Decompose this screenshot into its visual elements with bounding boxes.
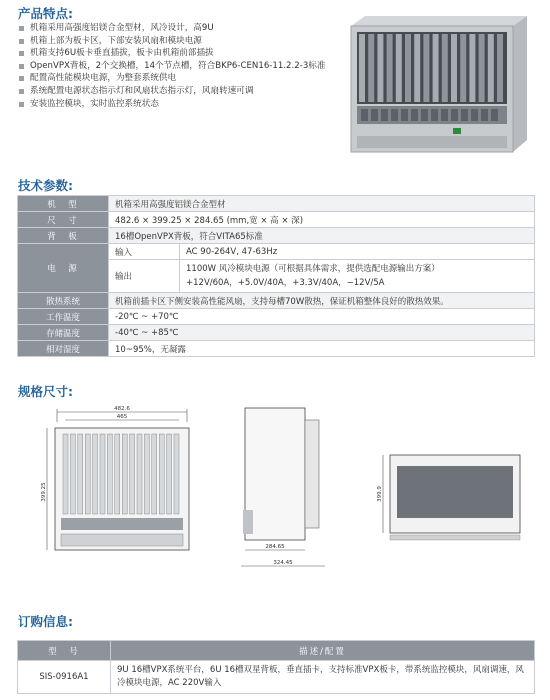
order-model: SIS-0916A1 <box>18 661 111 694</box>
spec-row-power-input <box>18 244 535 260</box>
spec-row-cooling <box>18 293 535 309</box>
spec-key: 背 板 <box>18 228 109 244</box>
spec-value: -40℃ ~ +85℃ <box>109 325 535 341</box>
spec-value: 482.6 × 399.25 × 284.65 (mm,宽 × 高 × 深) <box>109 212 535 228</box>
rear-view-drawing <box>377 455 520 540</box>
order-row <box>18 661 535 694</box>
spec-key: 相对湿度 <box>18 341 109 357</box>
spec-value: 机箱采用高强度铝镁合金型材 <box>109 196 535 212</box>
order-desc: 9U 16槽VPX系统平台，6U 16槽双星背板，垂直插卡，支持标准VPX板卡，带系统监控模块，风扇调速，风冷模块电源，AC 220V输入 <box>111 661 535 694</box>
spec-key-power: 电 源 <box>18 244 109 293</box>
feature-item: OpenVPX背板，2个交换槽，14个节点槽，符合BKP6-CEN16-11.2.2-3标准 <box>18 60 338 73</box>
order-table <box>17 640 535 694</box>
order-header-desc: 描述/配置 <box>111 641 535 661</box>
spec-row-storage-temp <box>18 325 535 341</box>
spec-value: 机箱前插卡区下侧安装高性能风扇，支持每槽70W散热，保证机箱整体良好的散热效果。 <box>109 293 535 309</box>
power-output-line1: 1100W 风冷模块电源（可根据具体需求，提供选配电源输出方案） <box>186 264 440 274</box>
features-list <box>18 22 338 110</box>
feature-item: 配置高性能模块电源，为整套系统供电 <box>18 72 338 85</box>
specs-title: 技术参数: <box>18 178 73 193</box>
spec-value: 16槽OpenVPX背板，符合VITA65标准 <box>109 228 535 244</box>
side-total-label: 324.45 <box>273 560 293 566</box>
spec-key: 工作温度 <box>18 309 109 325</box>
power-output-label: 输出 <box>109 260 180 293</box>
front-height-label: 399.25 <box>41 482 47 502</box>
feature-item: 机箱上部为板卡区，下部安装风扇和模块电源 <box>18 35 338 48</box>
spec-value: -20℃ ~ +70℃ <box>109 309 535 325</box>
power-input-label: 输入 <box>109 244 180 260</box>
spec-table <box>17 195 535 357</box>
spec-key: 机 型 <box>18 196 109 212</box>
side-view-drawing <box>241 408 325 566</box>
feature-item: 安装监控模块，实时监控系统状态 <box>18 98 338 111</box>
front-width-label: 482.6 <box>114 406 130 412</box>
rear-height-label: 399.9 <box>377 486 383 502</box>
power-output-line2: +12V/60A，+5.0V/40A，+3.3V/40A，−12V/5A <box>186 278 385 288</box>
spec-row-op-temp <box>18 309 535 325</box>
dimensions-title: 规格尺寸: <box>18 384 73 399</box>
feature-item: 系统配置电源状态指示灯和风扇状态指示灯，风扇转速可调 <box>18 85 338 98</box>
side-depth-label: 284.65 <box>265 544 285 550</box>
spec-row-model <box>18 196 535 212</box>
power-input-value: AC 90-264V, 47-63Hz <box>180 244 535 260</box>
order-title: 订购信息: <box>18 614 73 629</box>
spec-value: 10~95%，无凝露 <box>109 341 535 357</box>
order-header-model: 型 号 <box>18 641 111 661</box>
feature-item: 机箱支持6U板卡垂直插拔，板卡由机箱前部插拔 <box>18 47 338 60</box>
spec-row-backplane <box>18 228 535 244</box>
spec-key: 尺 寸 <box>18 212 109 228</box>
spec-key: 存储温度 <box>18 325 109 341</box>
front-view-drawing <box>41 406 189 550</box>
spec-row-size <box>18 212 535 228</box>
dimension-drawings <box>41 400 535 575</box>
chassis-photo <box>333 12 533 160</box>
spec-row-humidity <box>18 341 535 357</box>
features-title: 产品特点: <box>18 6 73 21</box>
front-inner-width-label: 465 <box>116 414 128 420</box>
spec-key: 散热系统 <box>18 293 109 309</box>
feature-item: 机箱采用高强度铝镁合金型材，风冷设计，高9U <box>18 22 338 35</box>
